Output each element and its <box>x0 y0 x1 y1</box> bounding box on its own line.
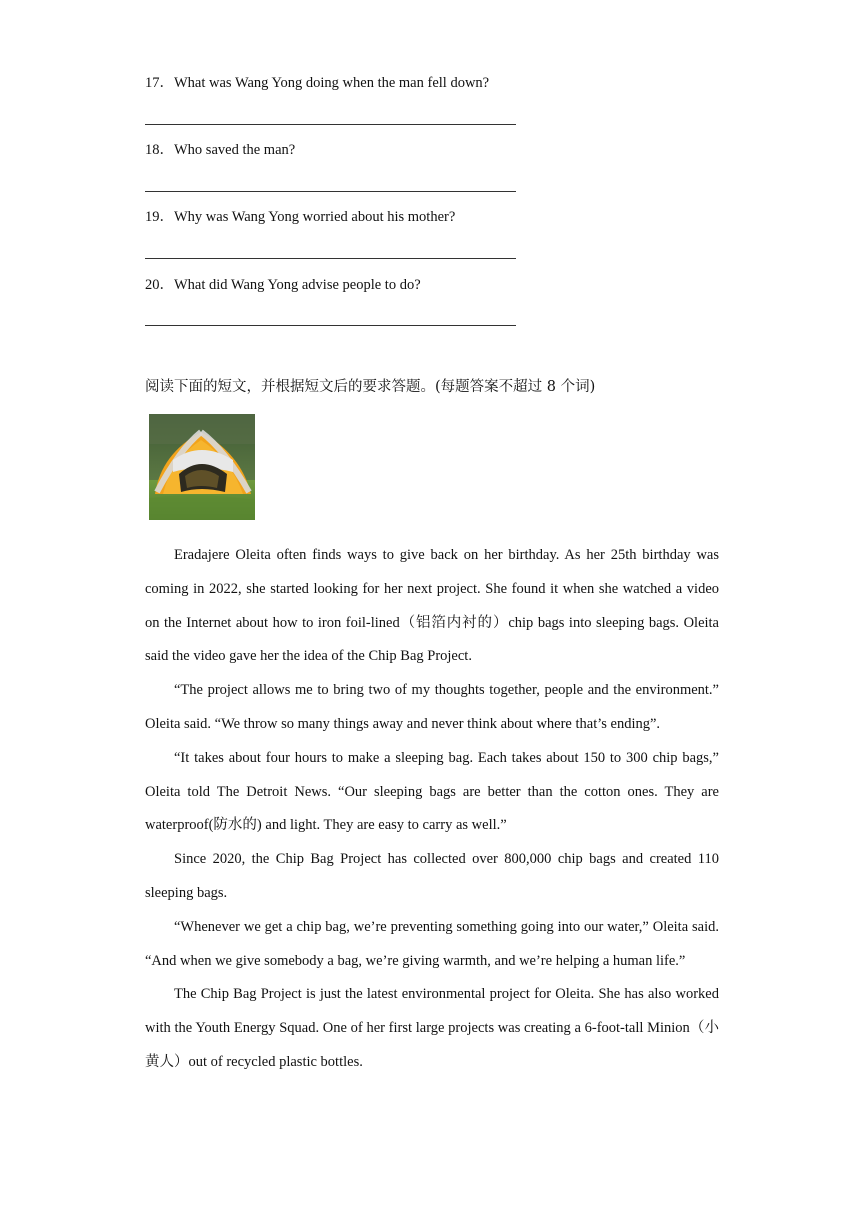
tent-photo <box>149 414 255 520</box>
answer-line-17[interactable] <box>145 124 516 125</box>
answer-line-19[interactable] <box>145 258 516 259</box>
answer-line-18[interactable] <box>145 191 516 192</box>
question-17 <box>145 73 489 93</box>
question-text: What was Wang Yong doing when the man fell down? <box>174 75 490 91</box>
answer-line-20[interactable] <box>145 325 516 326</box>
paragraph: Since 2020, the Chip Bag Project has collected over 800,000 chip bags and created 110 sleeping bags. <box>145 851 719 901</box>
question-text: What did Wang Yong advise people to do? <box>174 277 421 293</box>
question-text: Who saved the man? <box>174 142 296 158</box>
paragraph: The Chip Bag Project is just the latest environmental project for Oleita. She has also worked with the Youth Energy Squad. One of her first large projects was creating a 6-foot-tall Minion（小黄人）out of recycled plastic bottles. <box>145 986 719 1070</box>
paragraph: “Whenever we get a chip bag, we’re preventing something going into our water,” Oleita said. “And when we give somebody a bag, we’re giving warmth, and we’re helping a human life.” <box>145 918 719 969</box>
reading-passage <box>145 539 719 1080</box>
question-19 <box>145 207 455 227</box>
question-number: 18． <box>145 142 174 158</box>
question-number: 17． <box>145 75 174 91</box>
paragraph: “It takes about four hours to make a sleeping bag. Each takes about 150 to 300 chip bags,” Oleita told The Detroit News. “Our sleeping bags are better than the cotton ones. They are waterproof(防水的) and light. They are easy to carry as well.” <box>145 749 719 834</box>
paragraph: Eradajere Oleita often finds ways to give back on her birthday. As her 25th birthday was coming in 2022, she started looking for her next project. She found it when she watched a video on the Internet about how to iron foil-lined（铝箔内衬的）chip bags into sleeping bags. Oleita said the video gave her the idea of the Chip Bag Project. <box>145 547 719 665</box>
question-18 <box>145 140 295 160</box>
question-number: 19． <box>145 209 174 225</box>
question-number: 20． <box>145 277 174 293</box>
question-20 <box>145 275 421 295</box>
paragraph: “The project allows me to bring two of my thoughts together, people and the environment.” Oleita said. “We throw so many things away and never think about where that’s ending”. <box>145 682 719 732</box>
question-text: Why was Wang Yong worried about his mother? <box>174 209 456 225</box>
section-instruction: 阅读下面的短文，并根据短文后的要求答题。(每题答案不超过 8 个词) <box>145 379 596 395</box>
